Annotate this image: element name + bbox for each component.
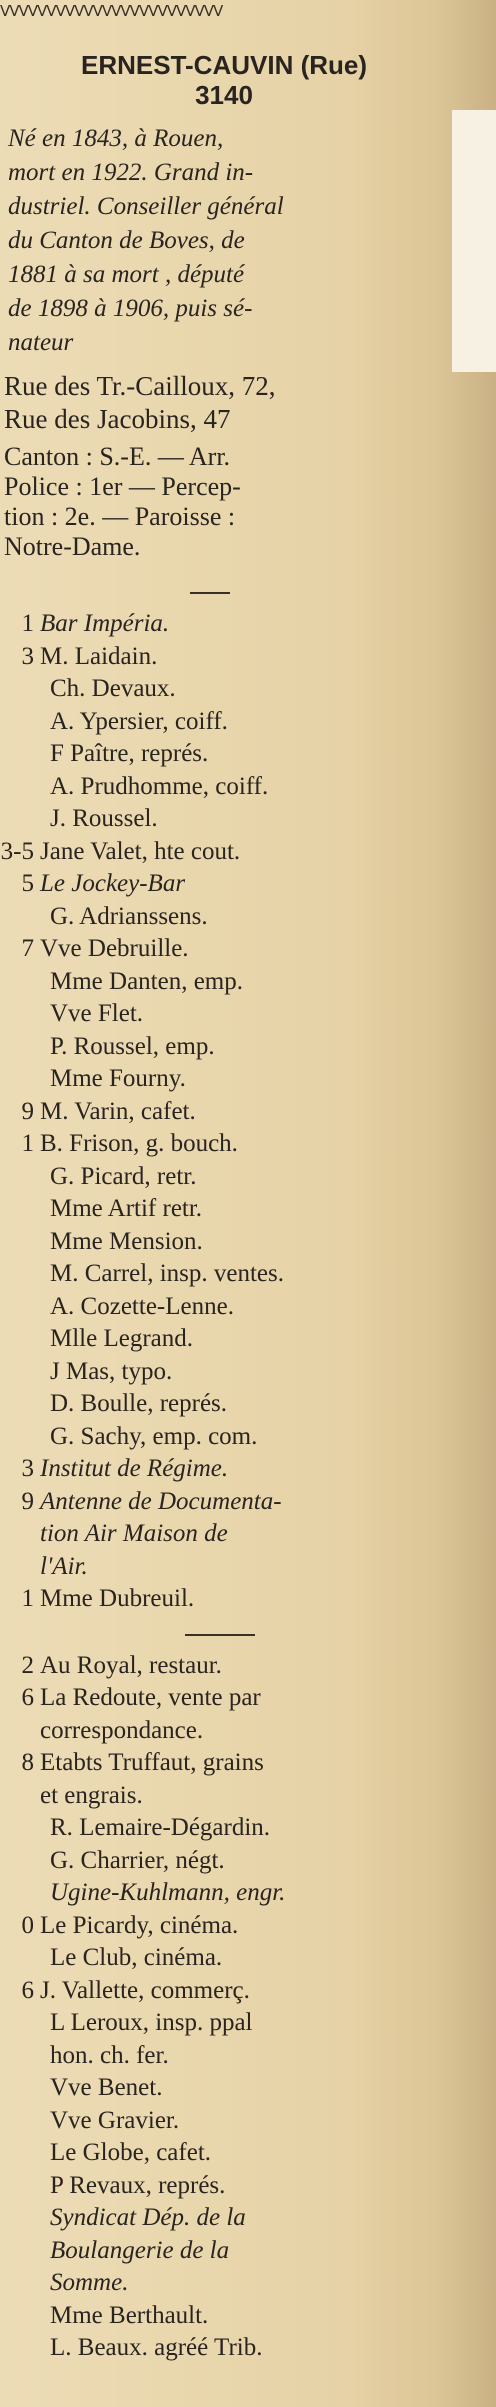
resident-name: Mme Fourny.: [50, 1065, 186, 1092]
divider: [190, 592, 230, 594]
divider: [185, 1634, 255, 1636]
street-entry: [0, 50, 448, 2365]
house-number: 1: [21, 1130, 34, 1157]
resident-name: G. Adrianssens.: [50, 902, 208, 930]
house-number: 6: [21, 1684, 34, 1711]
list-item: [0, 966, 448, 999]
street-bounds: Rue des Tr.-Cailloux, 72, Rue des Jacobins, 47: [4, 371, 276, 434]
list-item: [0, 608, 448, 641]
resident-name: Vve Debruille.: [40, 935, 189, 962]
resident-name: D. Boulle, représ.: [50, 1390, 228, 1417]
resident-name: J Mas, typo.: [50, 1357, 173, 1385]
resident-name: Mme Danten, emp.: [50, 967, 244, 995]
house-number: 9: [21, 1097, 34, 1125]
list-item: [0, 1650, 448, 1683]
street-number: 3140: [195, 80, 253, 110]
list-item: [0, 738, 448, 771]
resident-name: Vve Gravier.: [50, 2106, 180, 2134]
list-item: [0, 1128, 448, 1161]
house-number: 7: [21, 935, 34, 962]
house-number: 8: [21, 1749, 34, 1776]
list-item: [0, 1812, 448, 1845]
street-header: [0, 50, 448, 110]
list-item: [0, 2105, 448, 2138]
resident-name: F Paître, représ.: [50, 740, 209, 767]
list-item: [0, 933, 448, 966]
resident-name: L. Beaux. agréé Trib.: [50, 2334, 263, 2361]
street-name: ERNEST-CAUVIN (Rue): [80, 50, 367, 80]
resident-name: La Redoute, vente par correspondance.: [40, 1684, 261, 1744]
list-item: [0, 836, 448, 869]
resident-name: A. Ypersier, coiff.: [50, 707, 228, 735]
list-item: [0, 901, 448, 934]
resident-name: M. Laidain.: [40, 642, 158, 670]
resident-name: J. Vallette, commerç.: [40, 1976, 250, 2004]
resident-name: Bar Impéria.: [40, 610, 170, 637]
resident-name: L Leroux, insp. ppal hon. ch. fer.: [50, 2009, 253, 2069]
resident-name: R. Lemaire-Dégardin.: [50, 1814, 271, 1841]
list-item: [0, 1453, 448, 1486]
list-item: [0, 1356, 448, 1389]
resident-name: Ch. Devaux.: [50, 675, 176, 702]
list-item: [0, 641, 448, 674]
resident-name: G. Sachy, emp. com.: [50, 1422, 258, 1450]
list-item: [0, 1682, 448, 1747]
resident-name: Syndicat Dép. de la Boulangerie de la Somme.: [50, 2204, 246, 2296]
house-number: 6: [21, 1976, 34, 2004]
resident-name: P. Roussel, emp.: [50, 1032, 215, 1060]
house-number: 0: [21, 1911, 34, 1939]
list-item: [0, 1063, 448, 1096]
resident-name: B. Frison, g. bouch.: [40, 1130, 238, 1157]
list-item: [0, 868, 448, 901]
resident-name: Institut de Régime.: [40, 1455, 229, 1482]
house-number: 3-5: [0, 837, 34, 865]
list-item: [0, 1258, 448, 1291]
resident-name: G. Picard, retr.: [50, 1162, 197, 1190]
resident-name: Mlle Legrand.: [50, 1325, 194, 1352]
resident-name: G. Charrier, négt.: [50, 1846, 225, 1874]
resident-name: Etabts Truffaut, grains et engrais.: [40, 1749, 264, 1809]
list-item: [0, 2170, 448, 2203]
list-item: [0, 2300, 448, 2333]
resident-name: J. Roussel.: [50, 805, 158, 832]
resident-name: Vve Flet.: [50, 1000, 144, 1027]
resident-name: A. Prudhomme, coiff.: [50, 772, 269, 800]
list-item: [0, 1942, 448, 1975]
list-item: [0, 2202, 448, 2300]
resident-name: A. Cozette-Lenne.: [50, 1292, 234, 1320]
resident-name: Le Club, cinéma.: [50, 1944, 223, 1971]
list-item: [0, 1845, 448, 1878]
house-number: 2: [21, 1651, 34, 1679]
resident-name: Mme Mension.: [50, 1227, 203, 1255]
list-item: [0, 1877, 448, 1910]
house-number: 3: [21, 1455, 34, 1482]
resident-name: Antenne de Documenta- tion Air Maison de l'Air.: [40, 1487, 282, 1580]
list-item: [0, 1096, 448, 1129]
house-number: 9: [21, 1487, 34, 1515]
resident-name: Le Jockey-Bar: [40, 870, 186, 897]
biography: Né en 1843, à Rouen, mort en 1922. Grand in- dustriel. Conseiller général du Canton de Boves, de 1881 à sa mort , député de 1898 à 1906, puis sé- nateur: [8, 125, 284, 356]
resident-name: Ugine-Kuhlmann, engr.: [50, 1879, 286, 1906]
resident-name: Vve Benet.: [50, 2074, 163, 2101]
list-item: [0, 2072, 448, 2105]
list-item: [0, 1388, 448, 1421]
list-item: [0, 1226, 448, 1259]
ornamental-border: VVVVVVVVVVVVVVVVVVVVVVVV: [0, 2, 223, 20]
resident-name: Au Royal, restaur.: [40, 1651, 222, 1679]
resident-name: M. Carrel, insp. ventes.: [50, 1260, 284, 1287]
list-item: [0, 1583, 448, 1616]
list-item: [0, 2007, 448, 2072]
resident-name: Jane Valet, hte cout.: [40, 837, 241, 865]
resident-name: Le Picardy, cinéma.: [40, 1911, 239, 1939]
list-item: [0, 803, 448, 836]
list-item: [0, 1031, 448, 1064]
resident-name: P Revaux, représ.: [50, 2171, 226, 2199]
list-item: [0, 1323, 448, 1356]
resident-name: Mme Berthault.: [50, 2301, 209, 2329]
list-item: [0, 1291, 448, 1324]
list-item: [0, 1161, 448, 1194]
house-number: 3: [21, 642, 34, 670]
list-item: [0, 998, 448, 1031]
list-item: [0, 1747, 448, 1812]
list-item: [0, 1486, 448, 1584]
list-item: [0, 706, 448, 739]
administrative-info: Canton : S.-E. — Arr. Police : 1er — Percep- tion : 2e. — Paroisse : Notre-Dame.: [4, 442, 241, 561]
house-number: 5: [21, 870, 34, 897]
list-item: [0, 2137, 448, 2170]
list-item: [0, 1910, 448, 1943]
paper-edge: [452, 110, 496, 372]
list-item: [0, 771, 448, 804]
resident-name: Mme Artif retr.: [50, 1195, 203, 1222]
resident-name: Mme Dubreuil.: [40, 1585, 195, 1612]
resident-name: Le Globe, cafet.: [50, 2139, 212, 2166]
list-item: [0, 1421, 448, 1454]
list-item: [0, 2332, 448, 2365]
list-item: [0, 1975, 448, 2008]
resident-list: [0, 608, 448, 1616]
list-item: [0, 1193, 448, 1226]
resident-list: [0, 1650, 448, 2365]
house-number: 1: [21, 610, 34, 637]
house-number: 1: [21, 1585, 34, 1612]
list-item: [0, 673, 448, 706]
resident-name: M. Varin, cafet.: [40, 1097, 196, 1125]
